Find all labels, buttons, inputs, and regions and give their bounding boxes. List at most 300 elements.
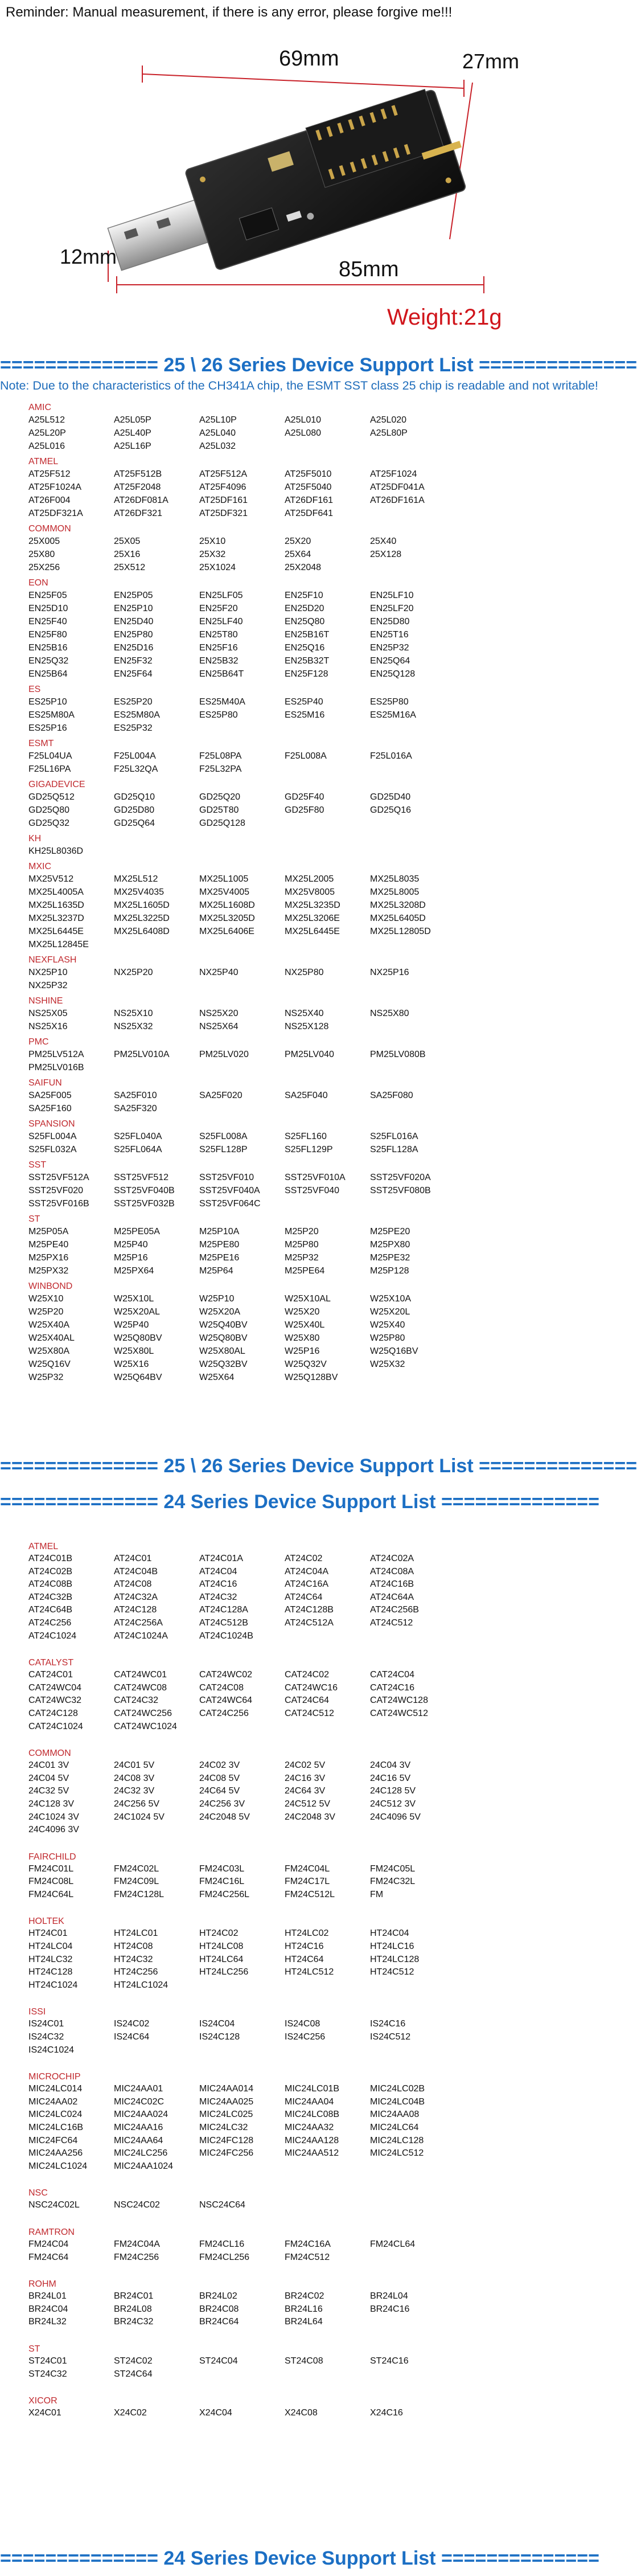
chip-model: AT25F512A: [199, 469, 248, 479]
chip-model: NSC24C64: [199, 2200, 245, 2210]
vendor-group: [28, 1852, 564, 1902]
chip-row: [28, 722, 564, 735]
chip-model: FM24C32L: [370, 1877, 416, 1887]
chip-model: IS24C01: [28, 2019, 64, 2029]
chip-model: MIC24AA025: [199, 2096, 254, 2107]
chip-model: EN25B64T: [199, 669, 244, 679]
chip-row: [28, 1591, 564, 1604]
chip-model: SA25F040: [285, 1091, 328, 1100]
chip-model: MIC24LC256: [114, 2148, 168, 2159]
vendor-name: SAIFUN: [28, 1078, 62, 1088]
chip-model: W25X16: [114, 1359, 149, 1369]
chip-model: FM24C128L: [114, 1889, 165, 1899]
chip-row: [28, 1197, 564, 1210]
vendor-group: [28, 1916, 564, 1992]
chip-model: 24C512 5V: [285, 1799, 331, 1809]
chip-model: EN25D20: [285, 604, 324, 613]
chip-model: MX25L2005: [285, 874, 334, 884]
vendor-group: [28, 1214, 564, 1277]
chip-model: 24C04 3V: [370, 1760, 411, 1771]
chip-model: CAT24C16: [370, 1682, 414, 1693]
chip-row: [28, 1630, 564, 1643]
chip-row: [28, 2199, 564, 2212]
vendor-name: COMMON: [28, 1748, 71, 1759]
chip-model: X24C04: [199, 2408, 232, 2418]
chip-model: AT24C01B: [28, 1554, 73, 1563]
chip-model: AT25DF161: [199, 495, 248, 505]
chip-model: AT24C16: [199, 1579, 237, 1590]
chip-model: AT25F1024: [370, 469, 417, 479]
chip-row: [28, 1184, 564, 1197]
chip-model: MX25L4005A: [28, 887, 84, 897]
chip-model: MIC24LC025: [199, 2110, 253, 2120]
chip-model: CAT24WC04: [28, 1682, 82, 1693]
chip-model: FM24C512L: [285, 1889, 335, 1899]
chip-row: [28, 468, 564, 481]
chip-row: [28, 1553, 564, 1566]
chip-model: AT25DF041A: [370, 482, 425, 492]
chip-row: [28, 938, 564, 951]
chip-model: NS25X10: [114, 1009, 153, 1018]
chip-model: EN25F20: [199, 604, 238, 613]
chip-model: AT25DF641: [285, 509, 334, 518]
chip-model: A25L20P: [28, 428, 66, 438]
chip-model: BR24L32: [28, 2317, 67, 2327]
chip-model: W25X64: [199, 1373, 235, 1382]
chip-model: CAT24C02: [285, 1670, 329, 1680]
chip-model: MX25L3205D: [199, 914, 255, 923]
chip-model: EN25Q16: [285, 643, 325, 653]
chip-model: BR24L16: [285, 2304, 323, 2314]
chip-model: CAT24C64: [285, 1696, 329, 1706]
chip-model: MIC24LC1024: [28, 2161, 88, 2171]
vendor-group: [28, 1281, 564, 1384]
chip-model: W25X80AL: [199, 1346, 245, 1356]
chip-model: SA25F005: [28, 1091, 72, 1100]
chip-row: [28, 654, 564, 667]
vendor-group: [28, 2071, 564, 2173]
chip-model: EN25P32: [370, 643, 409, 653]
chip-model: AT25F512B: [114, 469, 162, 479]
chip-model: ES25P16: [28, 723, 67, 733]
chip-model: M25PX16: [28, 1253, 69, 1263]
chip-model: W25X40L: [285, 1320, 325, 1330]
chip-model: IS24C04: [199, 2019, 235, 2029]
chip-model: CAT24C01: [28, 1670, 73, 1680]
width-label: 27mm: [462, 50, 520, 73]
chip-model: AT26DF161A: [370, 495, 425, 505]
chip-model: HT24LC256: [199, 1967, 249, 1977]
vendor-group: [28, 779, 564, 830]
chip-model: FM24C02L: [114, 1864, 159, 1874]
chip-model: W25X20: [285, 1307, 320, 1317]
chip-row: [28, 1721, 564, 1734]
chip-row: [28, 1358, 564, 1371]
chip-model: HT24C01: [28, 1928, 68, 1939]
chip-row: [28, 817, 564, 830]
chip-model: A25L80P: [370, 428, 408, 438]
chip-model: ES25P20: [114, 697, 153, 707]
chip-model: NS25X64: [199, 1022, 239, 1031]
chip-model: SA25F080: [370, 1091, 413, 1100]
chip-model: MX25L3237D: [28, 914, 84, 923]
vendor-name: NSHINE: [28, 996, 63, 1006]
chip-model: W25X80: [285, 1333, 320, 1343]
vendor-name: NEXFLASH: [28, 955, 77, 965]
chip-model: MIC24LC32: [199, 2123, 248, 2132]
chip-model: ES25P10: [28, 697, 67, 707]
chip-row: [28, 427, 564, 440]
chip-model: 24C512 3V: [370, 1799, 416, 1809]
weight-label: Weight:21g: [387, 305, 502, 330]
chip-model: KH25L8036D: [28, 846, 84, 856]
chip-model: MX25L1605D: [114, 900, 170, 910]
chip-model: MIC24AA024: [114, 2110, 169, 2120]
chip-model: M25P20: [285, 1227, 319, 1236]
chip-model: MX25L6408D: [114, 927, 170, 936]
chip-model: W25X40AL: [28, 1333, 75, 1343]
chip-model: MIC24LC08B: [285, 2110, 340, 2120]
chip-model: AT25DF321: [199, 509, 248, 518]
chip-model: S25FL016A: [370, 1132, 418, 1141]
chip-model: EN25F10: [285, 591, 323, 600]
chip-model: CAT24WC32: [28, 1696, 82, 1706]
chip-model: MIC24AA02: [28, 2096, 78, 2107]
chip-model: HT24LC16: [370, 1942, 414, 1952]
chip-row: [28, 2368, 564, 2381]
chip-model: AT24C64A: [370, 1592, 414, 1602]
chip-model: EN25Q80: [285, 617, 325, 626]
chip-model: EN25LF10: [370, 591, 414, 600]
chip-model: 25X80: [28, 550, 55, 559]
chip-row: [28, 2407, 564, 2420]
chip-row: [28, 2108, 564, 2122]
vendor-name: PMC: [28, 1037, 49, 1047]
chip-model: HT24C02: [199, 1928, 239, 1939]
chip-row: [28, 1824, 564, 1837]
note-text: Note: Due to the characteristics of the CH341A chip, the ESMT SST class 25 chip is readable and not writable!: [0, 379, 598, 392]
chip-model: EN25Q32: [28, 656, 69, 666]
chip-model: EN25P10: [114, 604, 153, 613]
chip-row: [28, 1238, 564, 1251]
chip-model: M25P16: [114, 1253, 148, 1263]
chip-model: GD25F80: [285, 805, 324, 815]
vendor-name: RAMTRON: [28, 2227, 75, 2237]
chip-model: M25P32: [285, 1253, 319, 1263]
chip-model: AT24C256: [28, 1617, 72, 1628]
chip-model: M25P05A: [28, 1227, 69, 1236]
chip-model: ST24C04: [199, 2356, 238, 2366]
chip-model: MIC24AA16: [114, 2123, 163, 2132]
chip-model: FM24C08L: [28, 1877, 74, 1887]
chip-model: A25L032: [199, 441, 236, 451]
chip-model: MIC24LC64: [370, 2123, 419, 2132]
chip-model: MIC24AA32: [285, 2123, 334, 2132]
chip-model: MX25L12805D: [370, 927, 431, 936]
chip-model: 24C4096 3V: [28, 1825, 79, 1835]
chip-model: AT26DF081A: [114, 495, 169, 505]
vendor-name: COMMON: [28, 524, 71, 534]
chip-model: MX25L8005: [370, 887, 420, 897]
chip-model: CAT24WC01: [114, 1670, 167, 1680]
chip-model: AT25F2048: [114, 482, 161, 492]
chip-model: PM25LV040: [285, 1050, 334, 1059]
chip-row: [28, 1048, 564, 1061]
chip-model: AT24C128B: [285, 1605, 334, 1615]
chip-row: [28, 1979, 564, 1992]
chip-row: [28, 845, 564, 858]
chip-model: 25X256: [28, 563, 60, 572]
chip-row: [28, 667, 564, 681]
chip-model: 25X2048: [285, 563, 322, 572]
chip-row: [28, 1251, 564, 1264]
chip-model: 24C1024 5V: [114, 1812, 165, 1822]
chip-model: AT25F5040: [285, 482, 332, 492]
chip-model: 24C128 5V: [370, 1786, 416, 1796]
chip-model: BR24C02: [285, 2291, 324, 2301]
chip-model: BR24C08: [199, 2304, 239, 2314]
chip-model: F25L32PA: [199, 764, 242, 774]
chip-row: [28, 1953, 564, 1967]
chip-model: X24C01: [28, 2408, 61, 2418]
chip-model: NX25P40: [199, 968, 239, 977]
vendor-group: [28, 1160, 564, 1210]
chip-row: [28, 481, 564, 494]
chip-model: W25X20AL: [114, 1307, 160, 1317]
chip-model: EN25LF05: [199, 591, 243, 600]
chip-model: AT24C1024: [28, 1631, 77, 1641]
chip-model: MX25L3208D: [370, 900, 426, 910]
chip-model: HT24C64: [285, 1954, 324, 1964]
chip-model: MIC24AA014: [199, 2084, 254, 2094]
chip-row: [28, 2044, 564, 2057]
series-24-list: [28, 1538, 564, 2420]
chip-model: SST25VF080B: [370, 1186, 431, 1195]
chip-model: SA25F160: [28, 1104, 72, 1113]
chip-model: CAT24WC16: [285, 1682, 338, 1693]
chip-model: HT24LC32: [28, 1954, 73, 1964]
chip-model: S25FL128A: [370, 1145, 418, 1154]
vendor-name: CATALYST: [28, 1658, 74, 1668]
vendor-group: [28, 955, 564, 992]
chip-row: [28, 1371, 564, 1384]
chip-row: [28, 763, 564, 776]
vendor-name: ROHM: [28, 2279, 56, 2290]
chip-model: EN25B32: [199, 656, 239, 666]
chip-row: [28, 561, 564, 574]
chip-model: MX25L512: [114, 874, 158, 884]
vendor-group: [28, 738, 564, 776]
chip-model: BR24C01: [114, 2291, 154, 2301]
vendor-name: SPANSION: [28, 1119, 75, 1129]
chip-row: [28, 873, 564, 886]
chip-row: [28, 1669, 564, 1682]
chip-model: NS25X128: [285, 1022, 329, 1031]
chip-row: [28, 1225, 564, 1238]
chip-model: EN25D10: [28, 604, 68, 613]
chip-model: W25Q128BV: [285, 1373, 338, 1382]
chip-model: NX25P32: [28, 981, 68, 990]
chip-model: 24C16 3V: [285, 1773, 326, 1783]
chip-model: W25P80: [370, 1333, 405, 1343]
chip-model: M25PE64: [285, 1266, 325, 1276]
chip-model: MX25L3235D: [285, 900, 340, 910]
chip-model: S25FL032A: [28, 1145, 77, 1154]
chip-row: [28, 602, 564, 615]
chip-model: AT24C04A: [285, 1566, 329, 1576]
chip-model: NSC24C02: [114, 2200, 160, 2210]
chip-model: F25L004A: [114, 751, 156, 761]
chip-model: 25X05: [114, 537, 141, 546]
chip-model: MIC24LC02B: [370, 2084, 425, 2094]
chip-model: ES25P32: [114, 723, 153, 733]
chip-model: 24C08 5V: [199, 1773, 240, 1783]
chip-row: [28, 1305, 564, 1318]
chip-model: X24C02: [114, 2408, 147, 2418]
chip-model: SST25VF020: [28, 1186, 84, 1195]
chip-model: FM24C04A: [114, 2239, 160, 2249]
chip-model: AT24C1024B: [199, 1631, 253, 1641]
chip-model: W25X10: [28, 1294, 64, 1304]
chip-model: W25X32: [370, 1359, 405, 1369]
chip-model: AT24C64: [285, 1592, 323, 1602]
length-bottom-label: 85mm: [339, 257, 399, 281]
chip-row: [28, 966, 564, 979]
vendor-group: [28, 2395, 564, 2420]
banner-24-bottom: ============== 24 Series Device Support List ==============: [0, 2548, 599, 2569]
chip-model: FM24C256: [114, 2252, 159, 2262]
chip-model: EN25Q128: [370, 669, 416, 679]
chip-model: M25P128: [370, 1266, 409, 1276]
chip-model: ST24C01: [28, 2356, 67, 2366]
chip-row: [28, 2147, 564, 2160]
chip-model: ES25M16A: [370, 710, 416, 720]
chip-model: W25P32: [28, 1373, 64, 1382]
chip-model: MIC24AA04: [285, 2096, 334, 2107]
chip-row: [28, 507, 564, 520]
chip-model: AT24C02B: [28, 1566, 73, 1576]
chip-model: AT24C08: [114, 1579, 152, 1590]
chip-model: FM24C04: [28, 2239, 69, 2249]
vendor-group: [28, 456, 564, 520]
chip-model: EN25D80: [370, 617, 410, 626]
chip-model: HT24LC04: [28, 1942, 73, 1952]
chip-model: 25X16: [114, 550, 141, 559]
chip-row: [28, 1007, 564, 1020]
chip-model: MX25L3225D: [114, 914, 170, 923]
chip-model: CAT24WC02: [199, 1670, 253, 1680]
chip-model: SST25VF512: [114, 1173, 169, 1182]
chip-model: S25FL129P: [285, 1145, 333, 1154]
chip-model: BR24L64: [285, 2317, 323, 2327]
chip-model: ES25P80: [370, 697, 409, 707]
chip-model: NS25X20: [199, 1009, 239, 1018]
vendor-group: [28, 1657, 564, 1733]
chip-model: AT25DF321A: [28, 509, 83, 518]
chip-model: MX25L8035: [370, 874, 420, 884]
chip-model: ST24C16: [370, 2356, 409, 2366]
chip-model: M25P64: [199, 1266, 233, 1276]
chip-model: MIC24AA1024: [114, 2161, 174, 2171]
chip-model: 25X10: [199, 537, 226, 546]
chip-model: NSC24C02L: [28, 2200, 80, 2210]
chip-model: PM25LV080B: [370, 1050, 426, 1059]
length-top-label: 69mm: [279, 47, 339, 71]
chip-model: MIC24AA128: [285, 2135, 339, 2145]
chip-model: FM24C01L: [28, 1864, 74, 1874]
chip-model: MX25L6406E: [199, 927, 254, 936]
chip-model: EN25B32T: [285, 656, 330, 666]
chip-model: A25L16P: [114, 441, 151, 451]
chip-row: [28, 1089, 564, 1102]
chip-model: 25X128: [370, 550, 402, 559]
chip-model: EN25B64: [28, 669, 68, 679]
chip-model: EN25LF20: [370, 604, 414, 613]
chip-model: IS24C512: [370, 2032, 411, 2042]
chip-model: SST25VF512A: [28, 1173, 89, 1182]
chip-model: EN25F80: [28, 630, 67, 640]
chip-model: EN25T80: [199, 630, 238, 640]
chip-model: GD25D40: [370, 792, 411, 802]
vendor-name: FAIRCHILD: [28, 1852, 76, 1862]
chip-model: W25Q16V: [28, 1359, 71, 1369]
chip-model: M25PE05A: [114, 1227, 160, 1236]
chip-model: 24C2048 5V: [199, 1812, 250, 1822]
chip-model: AT26DF161: [285, 495, 334, 505]
chip-model: EN25F05: [28, 591, 67, 600]
chip-row: [28, 1171, 564, 1184]
chip-model: W25X80A: [28, 1346, 70, 1356]
chip-model: FM24C16L: [199, 1877, 245, 1887]
vendor-name: ATMEL: [28, 457, 59, 466]
chip-model: A25L05P: [114, 415, 151, 425]
chip-model: CAT24WC64: [199, 1696, 253, 1706]
chip-model: 24C01 5V: [114, 1760, 155, 1771]
chip-model: FM: [370, 1889, 384, 1899]
chip-model: AT24C08B: [28, 1579, 73, 1590]
vendor-group: [28, 2344, 564, 2381]
chip-model: IS24C02: [114, 2019, 150, 2029]
chip-model: GD25Q512: [28, 792, 75, 802]
chip-model: PM25LV016B: [28, 1063, 84, 1072]
chip-row: [28, 791, 564, 804]
chip-row: [28, 1345, 564, 1358]
chip-model: A25L020: [370, 415, 407, 425]
height-label: 12mm: [60, 245, 117, 268]
chip-model: MIC24FC256: [199, 2148, 254, 2159]
chip-model: M25PX80: [370, 1240, 410, 1250]
chip-model: AT24C02: [285, 1554, 323, 1563]
chip-model: 24C4096 5V: [370, 1812, 421, 1822]
chip-model: ES25P80: [199, 710, 238, 720]
chip-model: 24C02 3V: [199, 1760, 240, 1771]
chip-model: PM25LV010A: [114, 1050, 170, 1059]
chip-model: SST25VF040B: [114, 1186, 175, 1195]
chip-model: AT24C256A: [114, 1617, 163, 1628]
chip-model: AT24C128A: [199, 1605, 248, 1615]
chip-model: BR24L08: [114, 2304, 152, 2314]
chip-model: A25L080: [285, 428, 322, 438]
chip-model: ES25M80A: [114, 710, 160, 720]
chip-model: MX25V4035: [114, 887, 165, 897]
chip-row: [28, 628, 564, 641]
vendor-group: [28, 1748, 564, 1837]
chip-model: ST24C32: [28, 2369, 67, 2379]
chip-model: A25L40P: [114, 428, 151, 438]
chip-model: IS24C16: [370, 2019, 406, 2029]
chip-model: MIC24LC014: [28, 2084, 83, 2094]
chip-model: ES25P40: [285, 697, 323, 707]
